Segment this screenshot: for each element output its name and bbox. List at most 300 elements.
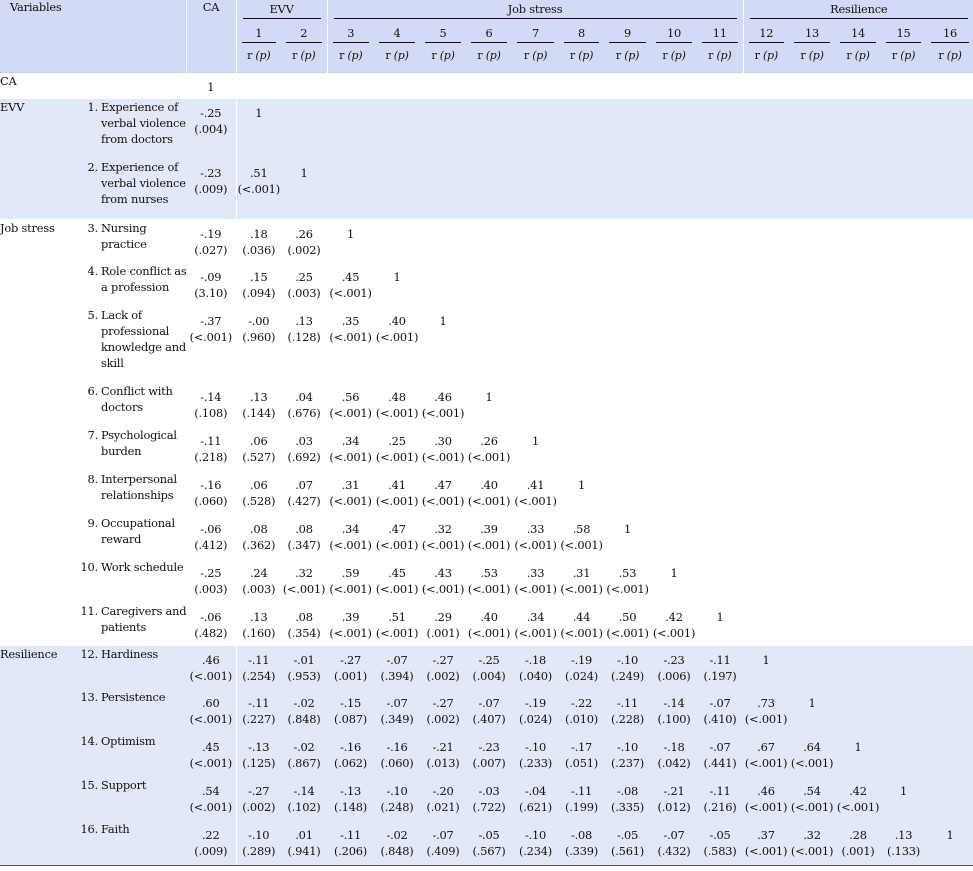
row-group-label (0, 603, 70, 645)
correlation-cell (743, 159, 789, 219)
cell-p-value: (<.001) (375, 538, 419, 552)
correlation-cell (604, 427, 651, 471)
stat-r-label: r (523, 49, 529, 62)
column-number-label: 14 (840, 25, 876, 43)
cell-p-value: (.867) (287, 756, 321, 770)
cell-r-value: 1 (900, 784, 908, 798)
cell-p-value: (.125) (242, 756, 276, 770)
cell-r-value: -.15 (339, 696, 362, 710)
cell-p-value: (.354) (287, 626, 321, 640)
cell-p-value: (<.001) (467, 494, 511, 508)
correlation-cell (512, 559, 559, 603)
correlation-cell (236, 515, 281, 559)
cell-r-value: .33 (526, 522, 545, 536)
correlation-cell (651, 383, 697, 427)
correlation-cell (327, 427, 374, 471)
correlation-cell (697, 603, 743, 645)
stat-r-label: r (891, 49, 897, 62)
cell-r-value: .40 (388, 314, 406, 328)
correlation-cell (281, 383, 327, 427)
correlation-cell (743, 821, 789, 865)
cell-r-value: .67 (757, 740, 775, 754)
correlation-cell (835, 689, 881, 733)
cell-r-value: -.27 (432, 652, 454, 667)
cell-p-value: (.009) (194, 182, 228, 196)
cell-r-value: -.11 (248, 652, 270, 667)
cell-r-value: .34 (341, 522, 360, 536)
correlation-cell (281, 733, 327, 777)
correlation-cell (281, 98, 327, 159)
column-stat-1 (236, 49, 281, 72)
cell-p-value: (<.001) (467, 626, 511, 640)
table-row (0, 427, 973, 471)
correlation-cell (236, 219, 281, 263)
cell-p-value: (.289) (242, 844, 276, 858)
correlation-cell (466, 603, 512, 645)
correlation-cell (374, 603, 420, 645)
cell-r-value: -.07 (478, 696, 500, 710)
cell-p-value: (.206) (334, 844, 368, 858)
cell-p-value: (.009) (194, 844, 228, 858)
stat-r-label: r (477, 49, 483, 62)
row-number: 6. (87, 384, 98, 398)
row-variable-label (70, 98, 186, 159)
correlation-cell (604, 72, 651, 98)
cell-p-value: (.347) (287, 538, 321, 552)
correlation-cell (420, 777, 466, 821)
correlation-cell (697, 471, 743, 515)
cell-p-value: (.432) (657, 844, 691, 858)
column-number-label: 13 (794, 25, 830, 43)
correlation-cell (374, 159, 420, 219)
cell-r-value: .64 (803, 740, 821, 754)
cell-r-value: .25 (388, 434, 406, 448)
column-number-label: 2 (286, 25, 322, 43)
column-number-10 (651, 25, 697, 49)
stat-r-label: r (431, 49, 437, 62)
cell-p-value: (.412) (194, 538, 228, 552)
correlation-cell (327, 219, 374, 263)
cell-p-value: (.941) (287, 844, 321, 858)
cell-r-value: .46 (434, 390, 452, 404)
correlation-cell (789, 427, 835, 471)
column-stat-9 (604, 49, 651, 72)
ca-header: CA (186, 0, 236, 72)
cell-p-value: (.003) (194, 582, 228, 596)
cell-r-value: -.14 (293, 784, 315, 798)
column-number-label: 12 (749, 25, 785, 43)
column-number-1 (236, 25, 281, 49)
cell-r-value: -.04 (524, 784, 547, 798)
correlation-cell (236, 645, 281, 689)
cell-p-value: (<.001) (421, 538, 465, 552)
correlation-cell (604, 471, 651, 515)
correlation-cell (466, 689, 512, 733)
row-group-label: EVV (0, 98, 70, 159)
variables-header: Variables (0, 0, 186, 72)
correlation-cell (697, 645, 743, 689)
column-number-6 (466, 25, 512, 49)
cell-p-value: (.953) (287, 668, 321, 683)
correlation-cell (466, 733, 512, 777)
correlation-cell (604, 777, 651, 821)
correlation-cell (236, 263, 281, 307)
correlation-cell (881, 603, 926, 645)
correlation-cell (789, 603, 835, 645)
table-body (0, 72, 973, 865)
cell-p-value: (<.001) (467, 582, 511, 596)
correlation-cell (512, 645, 559, 689)
cell-r-value: .46 (757, 784, 775, 798)
correlation-cell (651, 733, 697, 777)
cell-r-value: -.10 (524, 740, 547, 754)
cell-r-value: -.02 (293, 696, 315, 710)
cell-r-value: .33 (526, 566, 545, 580)
correlation-cell (604, 159, 651, 219)
cell-r-value: 1 (670, 566, 678, 580)
cell-r-value: .24 (250, 566, 268, 580)
correlation-cell (651, 307, 697, 383)
cell-r-value: -.11 (248, 696, 270, 710)
correlation-cell (236, 733, 281, 777)
correlation-cell (236, 559, 281, 603)
correlation-cell (697, 263, 743, 307)
cell-p-value: (<.001) (421, 406, 465, 420)
row-label: Persistence (101, 690, 166, 704)
correlation-cell (512, 821, 559, 865)
correlation-cell (420, 383, 466, 427)
cell-p-value: (<.001) (421, 582, 465, 596)
cell-p-value: (<.001) (375, 626, 419, 640)
correlation-cell (186, 307, 236, 383)
correlation-cell (835, 471, 881, 515)
column-stat-13 (789, 49, 835, 72)
cell-p-value: (.394) (380, 668, 414, 683)
cell-r-value: .45 (341, 270, 360, 284)
correlation-cell (281, 263, 327, 307)
cell-r-value: .31 (341, 478, 360, 492)
cell-r-value: .34 (341, 434, 360, 448)
stat-p-label: (p) (670, 49, 686, 62)
cell-p-value: (.027) (194, 242, 228, 257)
cell-r-value: .32 (295, 566, 313, 580)
correlation-cell (835, 559, 881, 603)
stat-p-label: (p) (624, 49, 640, 62)
table-row (0, 307, 973, 383)
correlation-cell (186, 515, 236, 559)
correlation-cell (697, 821, 743, 865)
cell-r-value: 1 (439, 314, 447, 328)
correlation-cell (374, 559, 420, 603)
correlation-cell (926, 219, 973, 263)
cell-p-value: (.148) (334, 800, 368, 814)
row-number: 1. (87, 99, 98, 114)
row-number: 9. (87, 516, 98, 530)
cell-r-value: -.25 (200, 566, 222, 580)
cell-r-value: -.37 (200, 314, 222, 328)
correlation-cell (327, 733, 374, 777)
correlation-cell (789, 159, 835, 219)
correlation-cell (835, 515, 881, 559)
cell-p-value: (.002) (287, 242, 321, 257)
cell-r-value: -.03 (478, 784, 500, 798)
correlation-cell (420, 263, 466, 307)
correlation-cell (327, 821, 374, 865)
cell-r-value: .26 (480, 434, 498, 448)
correlation-cell (186, 159, 236, 219)
row-label: Hardiness (101, 646, 159, 661)
row-group-label (0, 777, 70, 821)
correlation-cell (651, 427, 697, 471)
correlation-cell (697, 72, 743, 98)
correlation-cell (604, 689, 651, 733)
correlation-cell (743, 471, 789, 515)
correlation-cell (651, 777, 697, 821)
row-variable-label (70, 559, 186, 603)
cell-p-value: (.409) (426, 844, 460, 858)
cell-p-value: (.349) (380, 712, 414, 726)
correlation-cell (835, 777, 881, 821)
correlation-cell (835, 98, 881, 159)
cell-p-value: (.001) (841, 844, 875, 858)
cell-r-value: 1 (300, 166, 308, 180)
cell-r-value: -.06 (200, 610, 222, 624)
column-number-15 (881, 25, 926, 49)
correlation-cell (697, 98, 743, 159)
column-stat-6 (466, 49, 512, 72)
cell-p-value: (<.001) (421, 494, 465, 508)
correlation-cell (236, 821, 281, 865)
column-number-label: 1 (242, 25, 277, 43)
row-label: Nursing practice (101, 220, 147, 251)
cell-p-value: (.227) (242, 712, 276, 726)
row-variable-label (70, 471, 186, 515)
cell-r-value: -.07 (432, 828, 454, 842)
correlation-cell (789, 689, 835, 733)
correlation-cell (466, 307, 512, 383)
row-number: 15. (80, 778, 98, 792)
cell-r-value: -.08 (616, 784, 639, 798)
row-variable-label (70, 159, 186, 219)
correlation-cell (926, 689, 973, 733)
cell-r-value: -.02 (293, 740, 315, 754)
cell-p-value: (.199) (565, 800, 599, 814)
correlation-cell (697, 777, 743, 821)
cell-r-value: -.08 (570, 828, 593, 842)
correlation-cell (420, 645, 466, 689)
cell-p-value: (.100) (657, 712, 691, 726)
cell-r-value: .39 (480, 522, 498, 536)
column-number-12 (743, 25, 789, 49)
cell-p-value: (.006) (657, 668, 691, 683)
cell-r-value: -.07 (709, 696, 731, 710)
cell-p-value: (<.001) (282, 582, 326, 596)
correlation-cell (743, 427, 789, 471)
cell-p-value: (<.001) (560, 582, 603, 596)
correlation-cell (835, 427, 881, 471)
cell-r-value: .13 (250, 390, 268, 404)
row-variable-label (70, 733, 186, 777)
correlation-cell (281, 159, 327, 219)
column-stat-7 (512, 49, 559, 72)
cell-r-value: .54 (202, 784, 220, 798)
cell-r-value: 1 (532, 434, 540, 448)
correlation-cell (651, 559, 697, 603)
cell-p-value: (<.001) (375, 494, 419, 508)
row-variable-label (70, 263, 186, 307)
column-stat-2 (281, 49, 327, 72)
correlation-cell (512, 98, 559, 159)
resilience-group-header (743, 0, 973, 25)
stat-r-label: r (339, 49, 345, 62)
cell-r-value: .03 (295, 434, 313, 448)
correlation-cell (789, 219, 835, 263)
cell-p-value: (<.001) (329, 626, 372, 640)
correlation-cell (374, 515, 420, 559)
correlation-cell (512, 72, 559, 98)
cell-r-value: -.01 (293, 652, 315, 667)
correlation-cell (236, 383, 281, 427)
correlation-cell (374, 689, 420, 733)
cell-r-value: -.17 (570, 740, 593, 754)
correlation-cell (186, 603, 236, 645)
correlation-cell (512, 733, 559, 777)
correlation-cell (604, 219, 651, 263)
cell-p-value: (.527) (242, 450, 276, 464)
correlation-cell (604, 559, 651, 603)
cell-p-value: (.001) (426, 626, 460, 640)
cell-r-value: -.25 (478, 652, 500, 667)
correlation-cell (374, 471, 420, 515)
cell-p-value: (.002) (426, 712, 460, 726)
stat-p-label: (p) (300, 49, 316, 62)
correlation-cell (281, 777, 327, 821)
correlation-cell (926, 307, 973, 383)
row-group-label (0, 559, 70, 603)
cell-r-value: .53 (618, 566, 637, 580)
correlation-cell (926, 72, 973, 98)
cell-p-value: (<.001) (514, 538, 557, 552)
column-stat-15 (881, 49, 926, 72)
cell-p-value: (.013) (426, 756, 460, 770)
cell-r-value: -.10 (386, 784, 408, 798)
row-variable-label (70, 219, 186, 263)
correlation-cell (559, 689, 604, 733)
cell-p-value: (.003) (287, 286, 321, 300)
correlation-cell (743, 72, 789, 98)
correlation-cell (186, 777, 236, 821)
row-number: 13. (80, 690, 98, 704)
cell-r-value: .47 (434, 478, 452, 492)
row-variable-label (70, 383, 186, 427)
correlation-cell (512, 307, 559, 383)
correlation-cell (651, 689, 697, 733)
correlation-cell (512, 689, 559, 733)
column-stat-3 (327, 49, 374, 72)
cell-p-value: (<.001) (790, 800, 834, 814)
cell-p-value: (.040) (519, 668, 553, 683)
correlation-cell (420, 307, 466, 383)
cell-r-value: 1 (255, 105, 263, 120)
correlation-cell (697, 559, 743, 603)
cell-r-value: -.11 (709, 784, 731, 798)
cell-r-value: -.10 (616, 652, 639, 667)
correlation-cell (420, 219, 466, 263)
correlation-cell (926, 383, 973, 427)
cell-p-value: (<.001) (744, 756, 788, 770)
correlation-cell (697, 219, 743, 263)
cell-p-value: (<.001) (329, 450, 372, 464)
cell-r-value: -.07 (386, 696, 408, 710)
correlation-cell (559, 72, 604, 98)
cell-r-value: -.00 (248, 314, 270, 328)
correlation-cell (186, 821, 236, 865)
correlation-cell (835, 219, 881, 263)
cell-r-value: 1 (207, 79, 215, 94)
row-group-label (0, 821, 70, 865)
cell-p-value: (<.001) (606, 582, 649, 596)
cell-r-value: .31 (572, 566, 591, 580)
column-number-label: 11 (702, 25, 738, 43)
cell-r-value: -.07 (386, 652, 408, 667)
table-row (0, 98, 973, 159)
cell-p-value: (<.001) (421, 450, 465, 464)
correlation-cell (374, 645, 420, 689)
cell-r-value: -.27 (339, 652, 362, 667)
cell-p-value: (.197) (703, 668, 737, 683)
resilience-group-label: Resilience (750, 0, 969, 19)
correlation-cell (466, 821, 512, 865)
correlation-cell (512, 777, 559, 821)
cell-p-value: (.024) (565, 668, 599, 683)
correlation-cell (420, 821, 466, 865)
correlation-cell (881, 263, 926, 307)
cell-r-value: .32 (803, 828, 821, 842)
row-group-label: Job stress (0, 219, 70, 263)
cell-p-value: (.218) (194, 450, 228, 464)
stat-r-label: r (569, 49, 575, 62)
cell-r-value: .41 (388, 478, 406, 492)
row-number: 11. (80, 604, 98, 618)
correlation-cell (512, 159, 559, 219)
correlation-cell (604, 645, 651, 689)
table-row (0, 515, 973, 559)
cell-r-value: 1 (716, 610, 724, 624)
correlation-cell (881, 219, 926, 263)
correlation-cell (604, 733, 651, 777)
column-stat-11 (697, 49, 743, 72)
cell-r-value: .13 (250, 610, 268, 624)
correlation-cell (512, 427, 559, 471)
cell-p-value: (.228) (611, 712, 645, 726)
column-number-label: 16 (931, 25, 969, 43)
stat-p-label: (p) (439, 49, 455, 62)
cell-r-value: -.27 (248, 784, 270, 798)
cell-r-value: .50 (618, 610, 637, 624)
correlation-cell (835, 72, 881, 98)
cell-r-value: 1 (762, 652, 770, 667)
cell-p-value: (.407) (472, 712, 506, 726)
correlation-cell (420, 72, 466, 98)
cell-r-value: 1 (578, 478, 586, 492)
column-stat-8 (559, 49, 604, 72)
correlation-cell (743, 777, 789, 821)
row-group-label: CA (0, 72, 70, 98)
column-number-13 (789, 25, 835, 49)
cell-p-value: (.062) (334, 756, 368, 770)
cell-p-value: (<.001) (744, 800, 788, 814)
cell-p-value: (<.001) (836, 800, 880, 814)
